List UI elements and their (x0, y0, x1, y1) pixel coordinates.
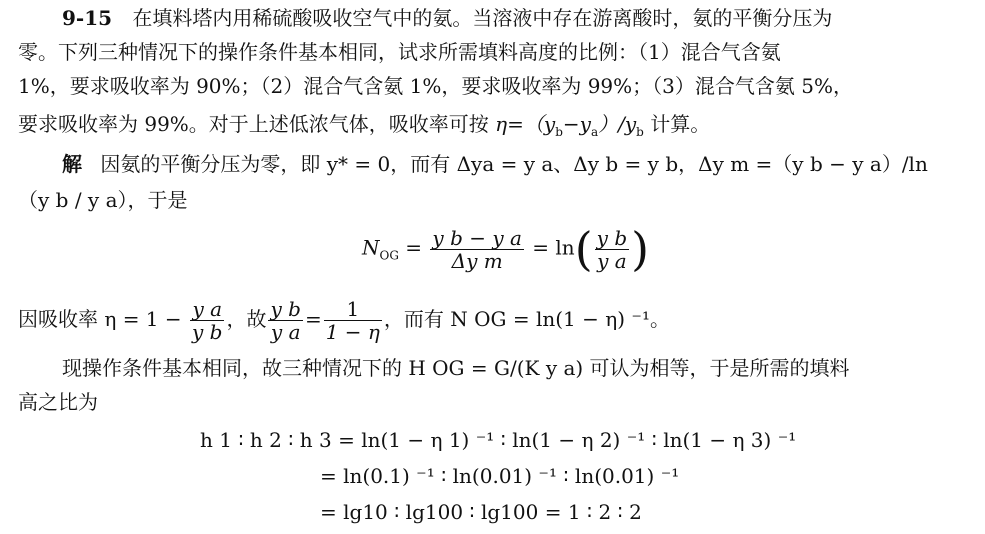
equals-sign: = (304, 307, 322, 331)
problem-line-3: 1%，要求吸收率为 90%；（2）混合气含氨 1%，要求吸收率为 99%；（3）混合气含氨 5%， (18, 74, 853, 98)
frac5-denominator: 1 − η (325, 320, 380, 344)
eta-expression: η=（y (495, 112, 556, 136)
nog-relation-text: ，而有 N OG = ln(1 − η) ⁻¹。 (383, 307, 670, 331)
solution-line-3 (18, 298, 670, 343)
frac4-numerator: y b (270, 297, 301, 321)
fraction-yb-over-ya-2 (268, 298, 302, 343)
compute-text: 计算。 (643, 112, 711, 136)
fraction-ya-over-yb (190, 298, 224, 343)
over-y: ）/y (598, 112, 637, 136)
fraction-one-over (324, 298, 382, 343)
ratio-line-2: = ln(0.1) ⁻¹ ∶ ln(0.01) ⁻¹ ∶ ln(0.01) ⁻¹ (320, 464, 680, 488)
solution-line-5: 高之比为 (18, 390, 98, 414)
problem-line-4 (18, 110, 710, 138)
sub-b: b (555, 125, 563, 139)
frac4-denominator: y a (270, 320, 301, 344)
fraction-yb-ya-over-dym (430, 227, 524, 272)
solution-text-1: 因氨的平衡分压为零，即 y* = 0，而有 Δy (100, 152, 483, 176)
frac3-denominator: y b (192, 320, 223, 344)
frac-denominator: Δy m (451, 248, 503, 273)
solution-label: 解 (62, 152, 82, 176)
problem-text-4: 要求吸收率为 99%。对于上述低浓气体，吸收率可按 (18, 112, 496, 136)
minus-y: −y (562, 112, 591, 136)
problem-text-1: 在填料塔内用稀硫酸吸收空气中的氨。当溶液中存在游离酸时，氨的平衡分压为 (132, 6, 833, 30)
problem-line-1 (62, 4, 832, 32)
therefore-text: ，故 (226, 307, 267, 331)
solution-line-4: 现操作条件基本相同，故三种情况下的 H OG = G/(K y a) 可认为相等，于是所需的填料 (62, 356, 850, 380)
frac3-numerator: y a (190, 298, 224, 321)
frac5-numerator: 1 (324, 298, 382, 321)
ln-text: = ln (532, 235, 575, 260)
solution-line-1 (62, 150, 928, 178)
frac-numerator: y b − y a (432, 225, 522, 250)
frac2-denominator: y a (597, 248, 627, 273)
nog-symbol: N (362, 235, 380, 260)
ratio-line-3: = lg10 ∶ lg100 ∶ lg100 = 1 ∶ 2 ∶ 2 (320, 500, 642, 524)
problem-number: 9-15 (62, 6, 113, 30)
solution-line-2: （y b / y a），于是 (18, 188, 188, 212)
equation-nog: $N_{OG}$ = $\frac{\text{y b − y a}}{\text{Δy m}}$ = ln( $\frac{\text{y b}}{\text{y a}}$ ) (362, 222, 650, 276)
solution-text-1-rest: a = y a、Δy b = y b，Δy m =（y b − y a）/ln (482, 152, 928, 176)
frac2-numerator: y b (596, 225, 628, 250)
nog-sub: OG (379, 248, 399, 263)
problem-line-2: 零。下列三种情况下的操作条件基本相同，试求所需填料高度的比例：（1）混合气含氨 (18, 40, 781, 64)
absorption-rate-text: 因吸收率 η = 1 − (18, 307, 182, 331)
sub-b2: b (636, 125, 644, 139)
ratio-line-1: h 1 ∶ h 2 ∶ h 3 = ln(1 − η 1) ⁻¹ ∶ ln(1 − η 2) ⁻¹ ∶ ln(1 − η 3) ⁻¹ (200, 428, 797, 452)
sub-a: a (590, 125, 599, 139)
fraction-yb-over-ya (595, 227, 629, 272)
